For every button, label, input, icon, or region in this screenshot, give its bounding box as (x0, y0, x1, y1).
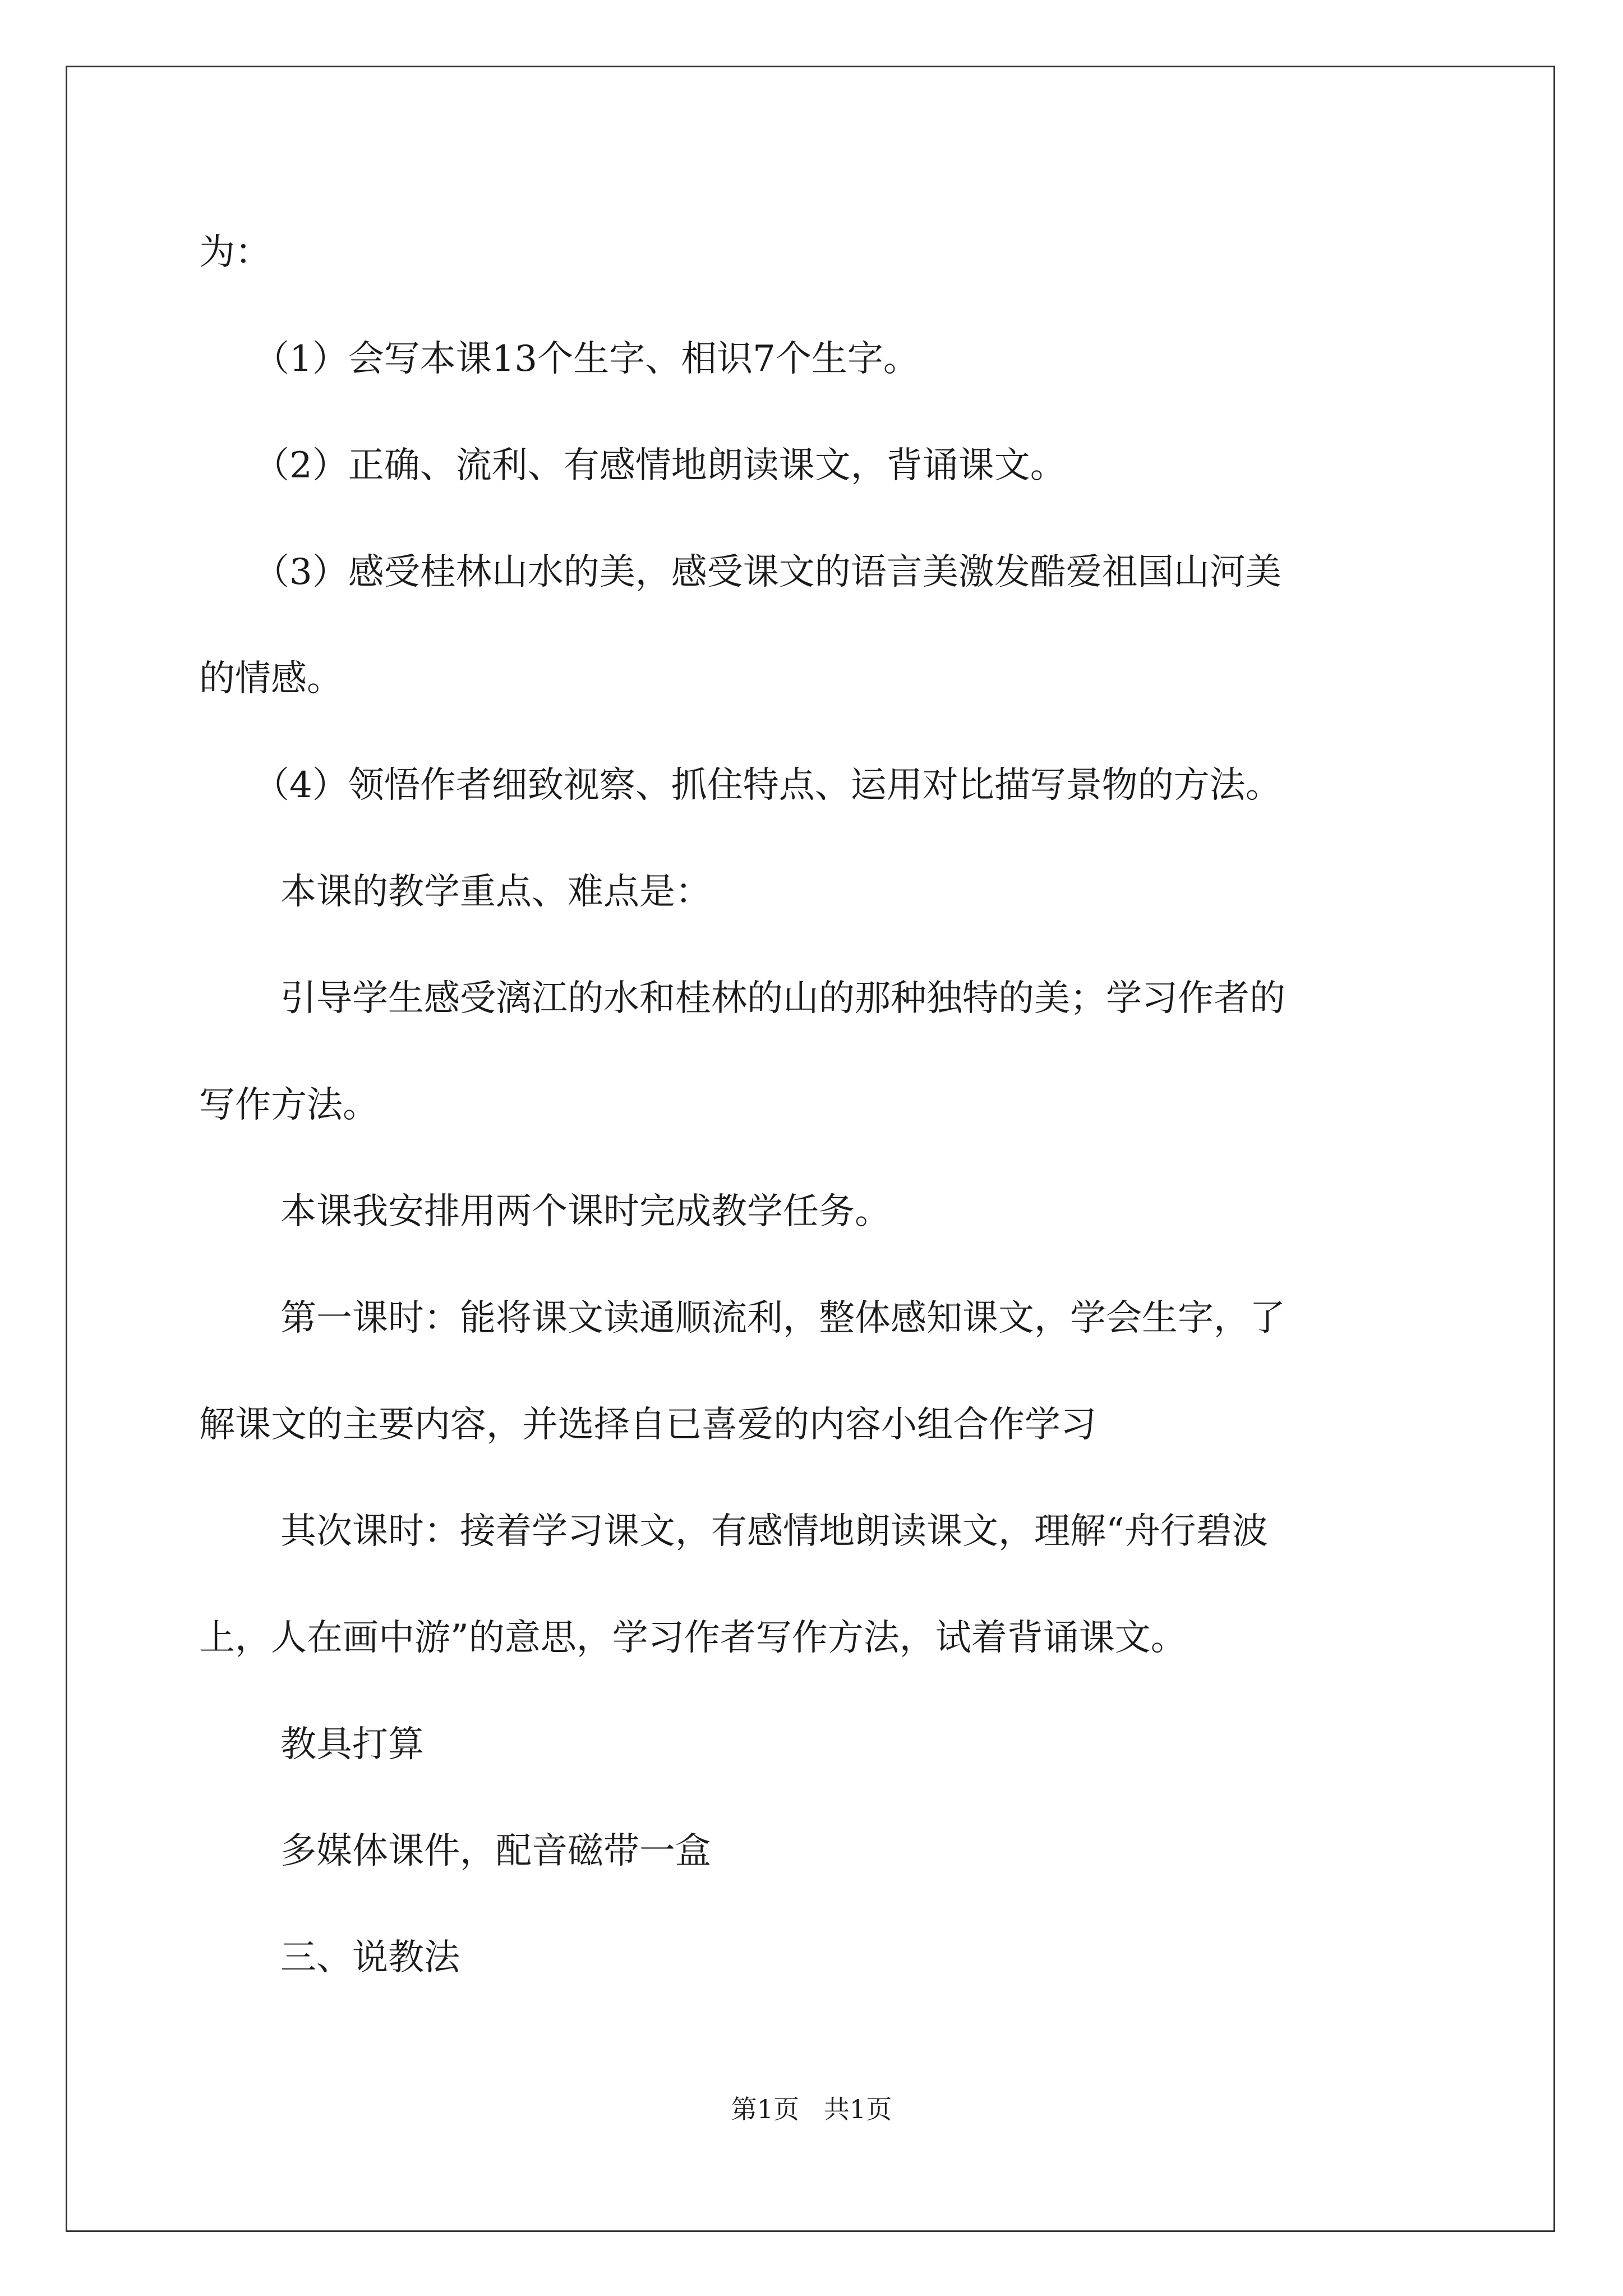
text-line: （3）感受桂林山水的美，感受课文的语言美激发酷爱祖国山河美 (253, 551, 1281, 593)
text-line: （2）正确、流利、有感情地朗读课文，背诵课文。 (253, 445, 1066, 486)
text-line: （4）领悟作者细致视察、抓住特点、运用对比描写景物的方法。 (253, 765, 1281, 806)
page-border (66, 66, 1555, 2232)
text-line: 上，人在画中游”的意思，学习作者写作方法，试着背诵课文。 (199, 1617, 1187, 1659)
text-line: 其次课时：接着学习课文，有感情地朗读课文，理解“舟行碧波 (280, 1511, 1268, 1552)
page-footer: 第1页 共1页 (731, 2094, 892, 2124)
text-line: 引导学生感受漓江的水和桂林的山的那种独特的美；学习作者的 (280, 978, 1285, 1019)
text-line: 为： (199, 232, 271, 273)
text-line: 第一课时：能将课文读通顺流利，整体感知课文，学会生字，了 (280, 1297, 1285, 1339)
text-line: （1）会写本课13个生字、相识7个生字。 (253, 338, 919, 380)
text-line: 的情感。 (199, 658, 343, 700)
text-line: 三、说教法 (280, 1937, 460, 1978)
text-line: 解课文的主要内容，并选择自已喜爱的内容小组合作学习 (199, 1404, 1096, 1446)
text-line: 本课的教学重点、难点是： (280, 871, 711, 913)
text-line: 本课我安排用两个课时完成教学任务。 (280, 1191, 891, 1232)
text-line: 写作方法。 (199, 1084, 379, 1126)
text-line: 教具打算 (280, 1724, 424, 1765)
text-line: 多媒体课件，配音磁带一盒 (280, 1830, 711, 1872)
